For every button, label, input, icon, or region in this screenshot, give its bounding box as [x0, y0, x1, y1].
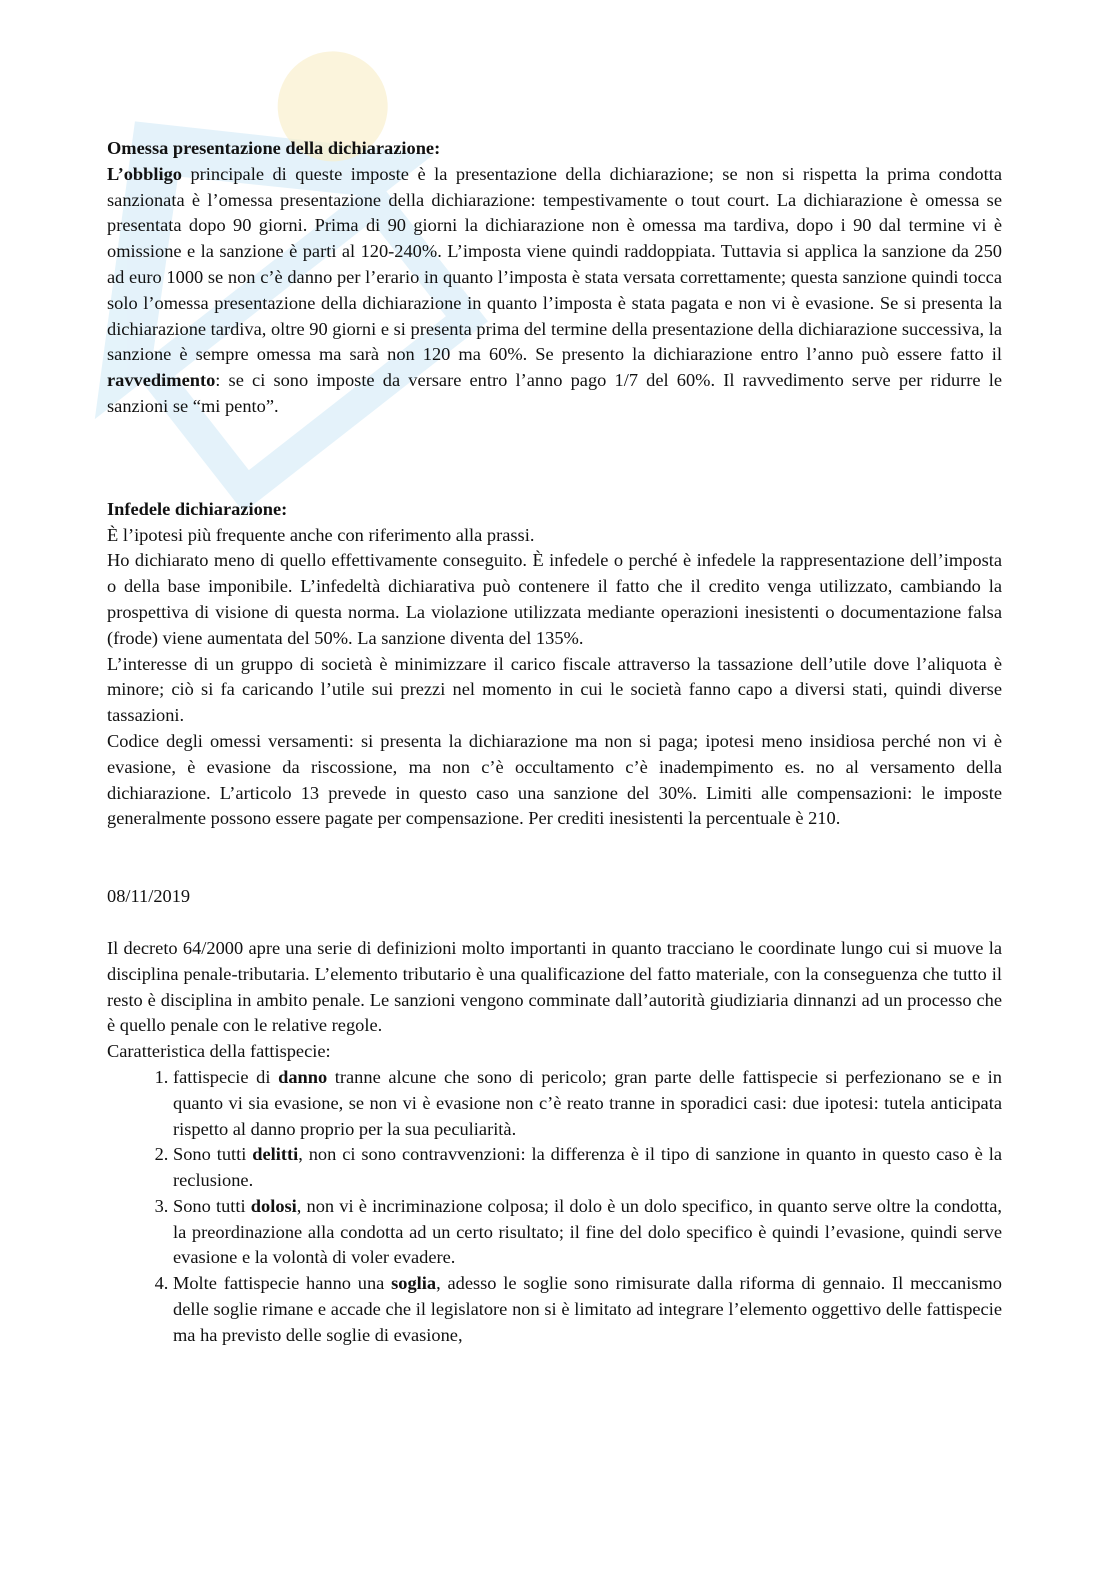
features-list	[107, 1065, 1002, 1349]
paragraph-infedele-intro: È l’ipotesi più frequente anche con riferimento alla prassi.	[107, 524, 535, 545]
list-title: Caratteristica della fattispecie:	[107, 1041, 331, 1062]
bold-term-obbligo: L’obbligo	[107, 163, 182, 184]
paragraph-infedele-1: Ho dichiarato meno di quello effettivamente conseguito. È infedele o perché è infedele la rappresentazione dell’imposta o della base imponibile. L’infedeltà dichiarativa può contenere il fatto che il credito venga utilizzato, cambiando la prospettiva di visione di questa norma. La violazione utilizzata mediante operazioni inesistenti o documentazione falsa (frode) viene aumentata del 50%. La sanzione diventa del 135%.	[107, 550, 1002, 648]
paragraph-infedele-2: L’interesse di un gruppo di società è minimizzare il carico fiscale attraverso la tassazione dell’utile dove l’aliquota è minore; ciò si fa caricando l’utile sui prezzi nel momento in cui le società fanno capo a diversi stati, quindi diverse tassazioni.	[107, 653, 1002, 726]
spacer	[107, 420, 1002, 497]
list-item: 4. Molte fattispecie hanno una soglia, adesso le soglie sono rimisurate dalla riforma di gennaio. Il meccanismo delle soglie rimane e accade che il legislatore non si è limitato ad integrare l’elemento oggettivo delle fattispecie ma ha previsto delle soglie di evasione,	[173, 1271, 1002, 1348]
spacer	[107, 910, 1002, 936]
list-item: 2. Sono tutti delitti, non ci sono contravvenzioni: la differenza è il tipo di sanzione in quanto in questo caso è la reclusione.	[173, 1142, 1002, 1194]
bold-term-ravvedimento: ravvedimento	[107, 370, 216, 391]
section-title-omessa: Omessa presentazione della dichiarazione:	[107, 138, 441, 158]
paragraph-omessi-versamenti: Codice degli omessi versamenti: si presenta la dichiarazione ma non si paga; ipotesi meno insidiosa perché non vi è evasione, è evasione da riscossione, ma non c’è occultamento c’è inadempimento es. no al versamento della dichiarazione. L’articolo 13 prevede in questo caso una sanzione del 30%. Limiti alle compensazioni: le imposte generalmente possono essere pagate per compensazione. Per crediti inesistenti la percentuale è 210.	[107, 730, 1002, 829]
paragraph-omessa: L’obbligo principale di queste imposte è la presentazione della dichiarazione; se non si rispetta la prima condotta sanzionata è l’omessa presentazione della dichiarazione: tempestivamente o tout court. La dichiarazione è omessa se presentata dopo 90 giorni. Prima di 90 giorni la dichiarazione non è omessa ma tardiva, dopo i 90 dal termine vi è omissione e la sanzione è parti al 120-240%. L’imposta viene quindi raddoppiata. Tuttavia si applica la sanzione da 250 ad euro 1000 se non c’è danno per l’erario in quanto l’imposta è stata versata correttamente; questa sanzione quindi tocca solo l’omessa presentazione della dichiarazione in quanto l’imposta è stata pagata e non vi è evasione. Se si presenta la dichiarazione tardiva, oltre 90 giorni e si presenta prima del termine della presentazione della dichiarazione successiva, la sanzione è sempre omessa ma sarà non 120 ma 60%. Se presento la dichiarazione entro l’anno può essere fatto il ravvedimento: se ci sono imposte da versare entro l’anno pago 1/7 del 60%. Il ravvedimento serve per ridurre le sanzioni se “mi pento”.	[107, 163, 1002, 416]
paragraph-decreto: Il decreto 64/2000 apre una serie di definizioni molto importanti in quanto tracciano le coordinate lungo cui si muove la disciplina penale-tributaria. L’elemento tributario è una qualificazione del fatto materiale, con la conseguenza che tutto il resto è disciplina in ambito penale. Le sanzioni vengono comminate dall’autorità giudiziaria dinnanzi ad un processo che è quello penale con le relative regole.	[107, 937, 1002, 1036]
section-title-infedele: Infedele dichiarazione:	[107, 498, 288, 519]
spacer	[107, 832, 1002, 884]
document-page	[107, 136, 1002, 1349]
lecture-date: 08/11/2019	[107, 886, 191, 907]
list-item: 3. Sono tutti dolosi, non vi è incriminazione colposa; il dolo è un dolo specifico, in quanto serve oltre la condotta, la preordinazione alla condotta ad un certo risultato; il fine del dolo specifico è quindi l’evasione, quindi serve evasione e la volontà di voler evadere.	[173, 1194, 1002, 1271]
list-item: 1. fattispecie di danno tranne alcune che sono di pericolo; gran parte delle fattispecie si perfezionano se e in quanto vi sia evasione, se non vi è evasione non c’è reato tranne in sporadici casi: due ipotesi: tutela anticipata rispetto al danno proprio per la sua peculiarità.	[173, 1065, 1002, 1142]
